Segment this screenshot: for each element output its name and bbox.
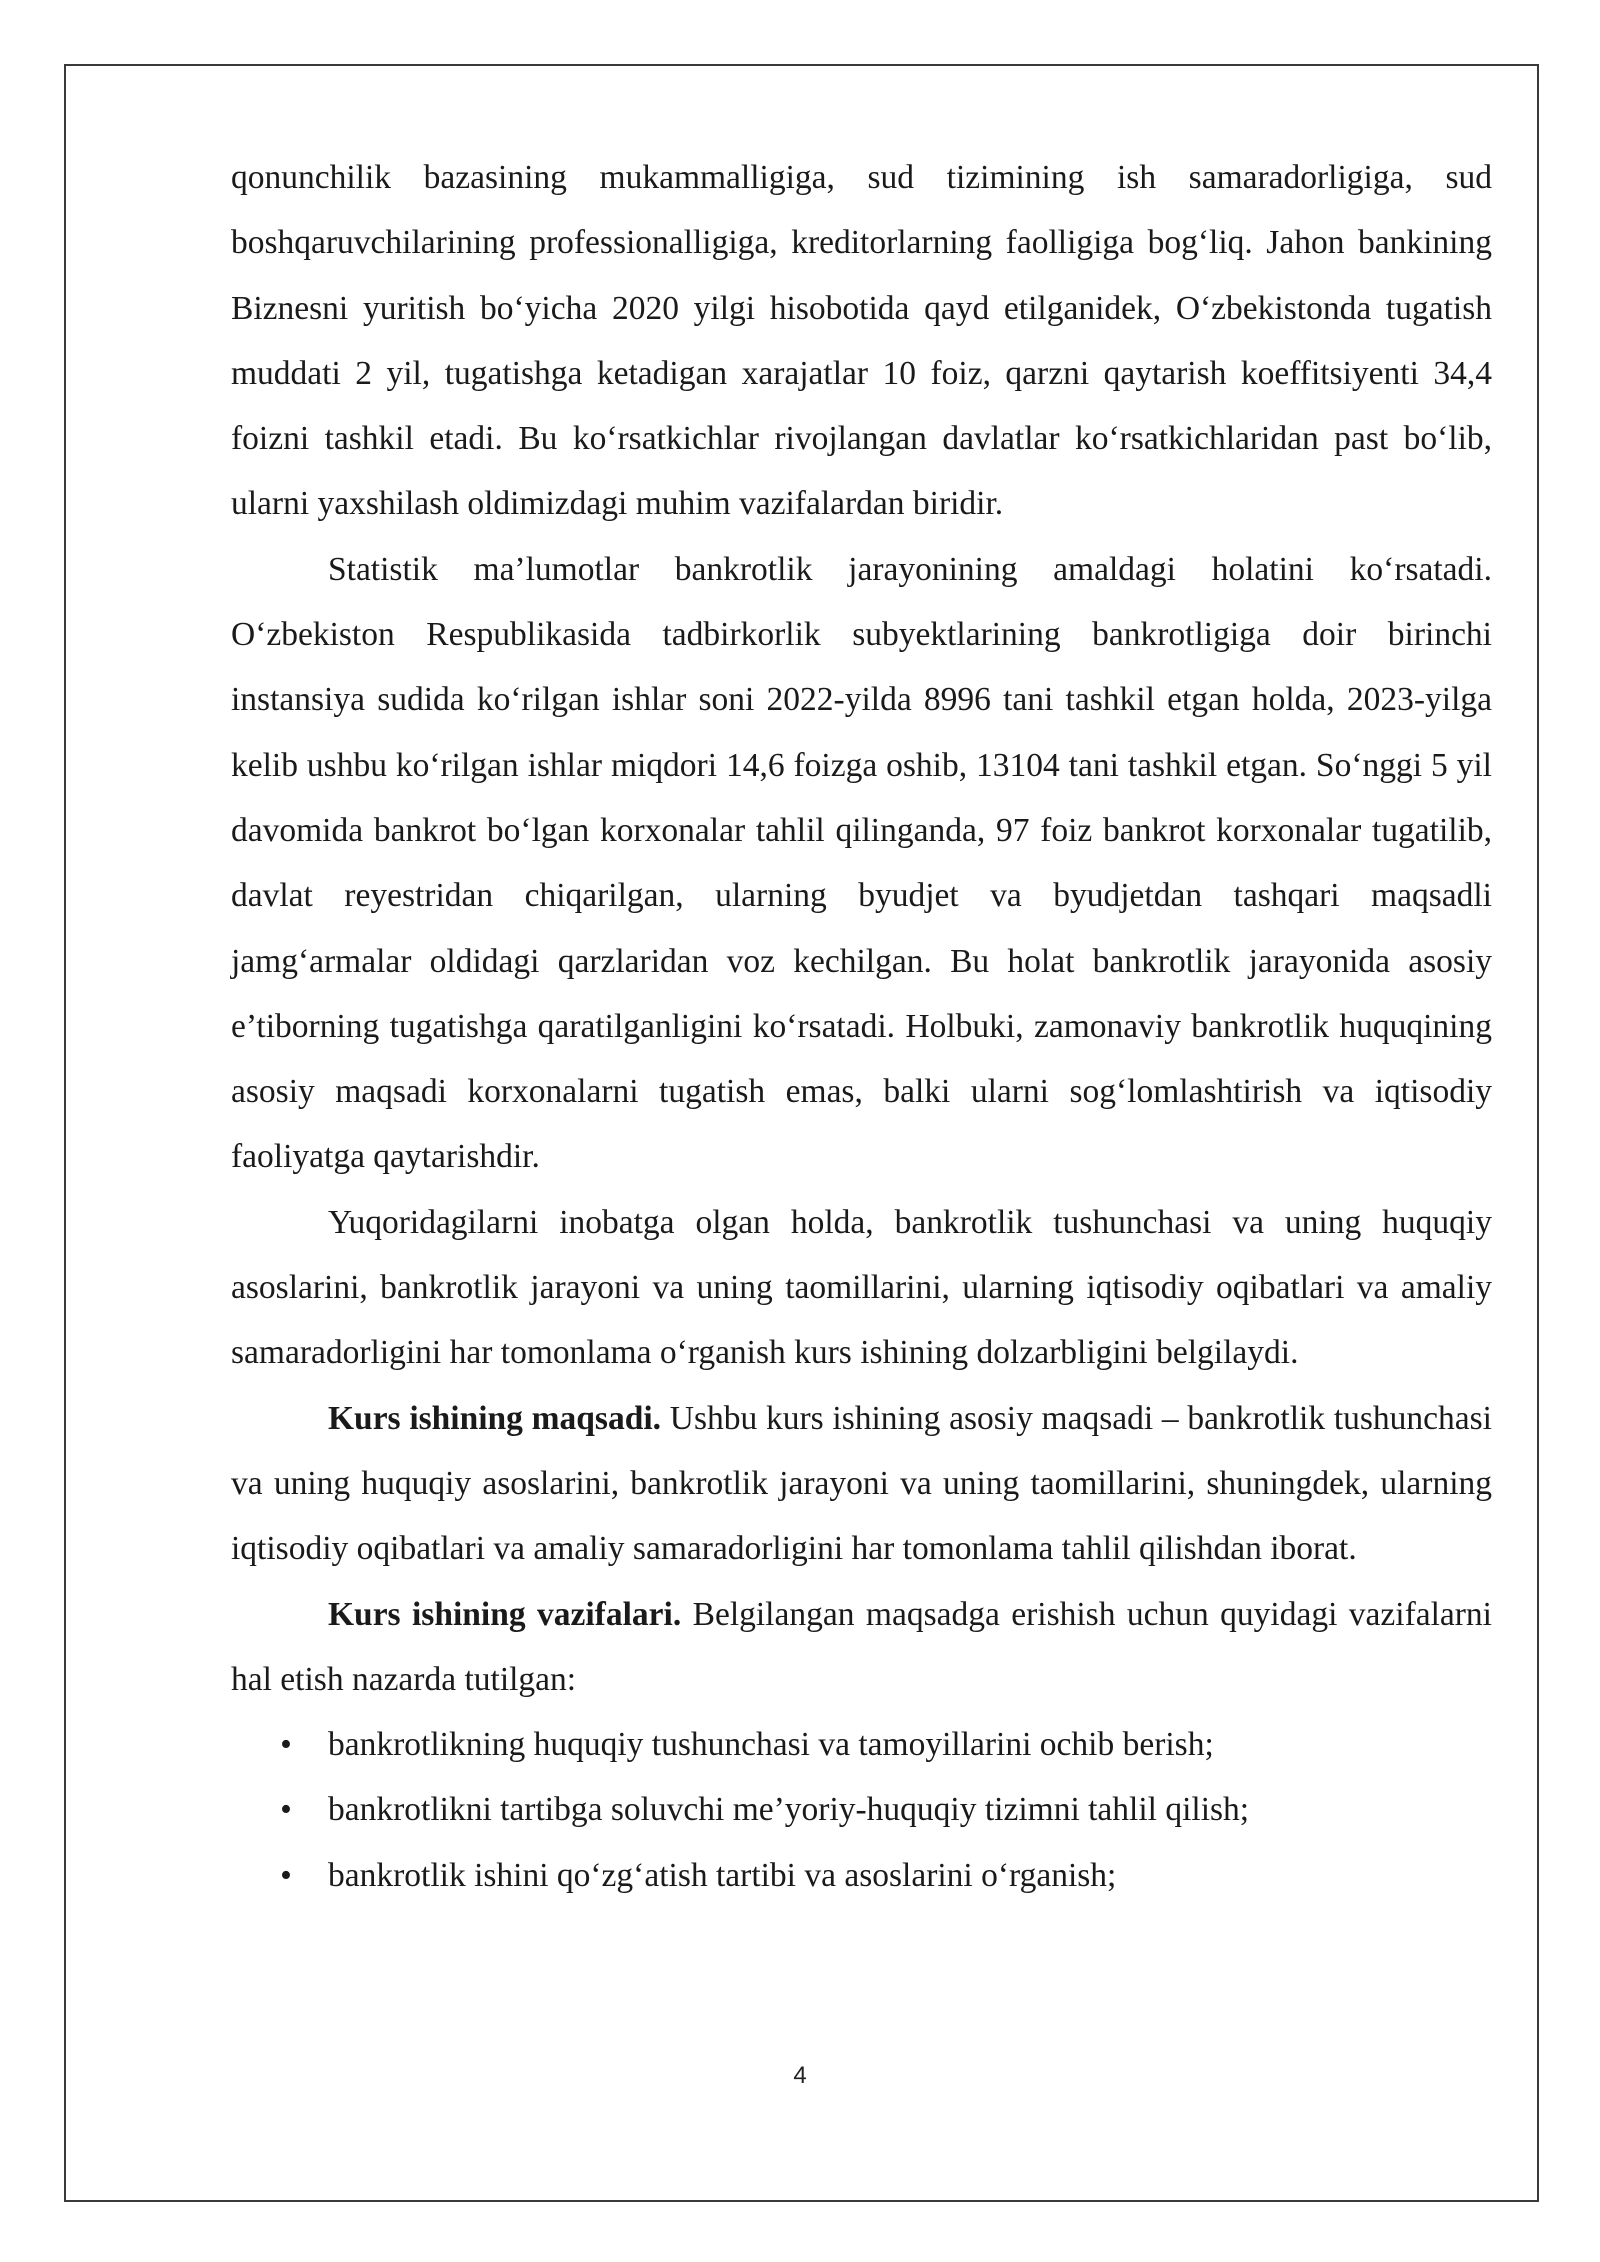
paragraph-heading: Kurs ishining vazifalari. <box>328 1595 682 1633</box>
paragraph-text: Ushbu kurs ishining asosiy maqsadi – bankrotlik tushunchasi va uning huquqiy asoslarini, bankrotlik jarayoni va uning taomillarini, shuningdek, ularning iqtisodiy oqibatlari va amaliy samaradorligini har tomonlama tahlil qilishdan iborat. <box>231 1399 1492 1568</box>
bullet-icon: • <box>280 1791 292 1829</box>
list-item-text: bankrotlikni tartibga soluvchi me’yoriy-huquqiy tizimni tahlil qilish; <box>328 1791 1250 1829</box>
paragraph-tasks <box>231 1582 1492 1713</box>
paragraph-text: qonunchilik bazasining mukammalligiga, sud tizimining ish samaradorligiga, sud boshqaruvchilarining professionalligiga, kreditorlarning faolligiga bog‘liq. Jahon bankining Biznesni yuritish bo‘yicha 2020 yilgi hisobotida qayd etilganidek, O‘zbekistonda tugatish muddati 2 yil, tugatishga ketadigan xarajatlar 10 foiz, qarzni qaytarish koeffitsiyenti 34,4 foizni tashkil etadi. Bu ko‘rsatkichlar rivojlangan davlatlar ko‘rsatkichlaridan past bo‘lib, ularni yaxshilash oldimizdagi muhim vazifalardan biridir. <box>231 159 1492 523</box>
bullet-icon: • <box>280 1856 292 1894</box>
list-item <box>231 1777 1492 1842</box>
page-number: 4 <box>793 2062 807 2089</box>
task-list <box>231 1712 1492 1908</box>
paragraph-aim <box>231 1386 1492 1582</box>
bullet-icon: • <box>280 1726 292 1764</box>
paragraph-text: Statistik ma’lumotlar bankrotlik jarayonining amaldagi holatini ko‘rsatadi. O‘zbekiston Respublikasida tadbirkorlik subyektlarining bankrotligiga doir birinchi instansiya sudida ko‘rilgan ishlar soni 2022-yilda 8996 tani tashkil etgan holda, 2023-yilga kelib ushbu ko‘rilgan ishlar miqdori 14,6 foizga oshib, 13104 tani tashkil etgan. So‘nggi 5 yil davomida bankrot bo‘lgan korxonalar tahlil qilinganda, 97 foiz bankrot korxonalar tugatilib, davlat reyestridan chiqarilgan, ularning byudjet va byudjetdan tashqari maqsadli jamg‘armalar oldidagi qarzlaridan voz kechilgan. Bu holat bankrotlik jarayonida asosiy e’tiborning tugatishga qaratilganligini ko‘rsatadi. Holbuki, zamonaviy bankrotlik huquqining asosiy maqsadi korxonalarni tugatish emas, balki ularni sog‘lomlashtirish va iqtisodiy faoliyatga qaytarishdir. <box>231 550 1492 1176</box>
paragraph-text: Yuqoridagilarni inobatga olgan holda, bankrotlik tushunchasi va uning huquqiy asoslarini, bankrotlik jarayoni va uning taomillarini, ularning iqtisodiy oqibatlari va amaliy samaradorligini har tomonlama o‘rganish kurs ishining dolzarbligini belgilaydi. <box>231 1203 1492 1372</box>
list-item <box>231 1712 1492 1777</box>
paragraph-heading: Kurs ishining maqsadi. <box>328 1399 662 1437</box>
paragraph-3 <box>231 1190 1492 1386</box>
paragraph-text: Belgilangan maqsadga erishish uchun quyidagi vazifalarni hal etish nazarda tutilgan: <box>231 1595 1492 1698</box>
list-item-text: bankrotlik ishini qo‘zg‘atish tartibi va asoslarini o‘rganish; <box>328 1856 1117 1894</box>
document-body <box>231 145 1492 1908</box>
paragraph-2 <box>231 537 1492 1190</box>
paragraph-1 <box>231 145 1492 537</box>
list-item-text: bankrotlikning huquqiy tushunchasi va tamoyillarini ochib berish; <box>328 1726 1214 1764</box>
list-item <box>231 1843 1492 1908</box>
